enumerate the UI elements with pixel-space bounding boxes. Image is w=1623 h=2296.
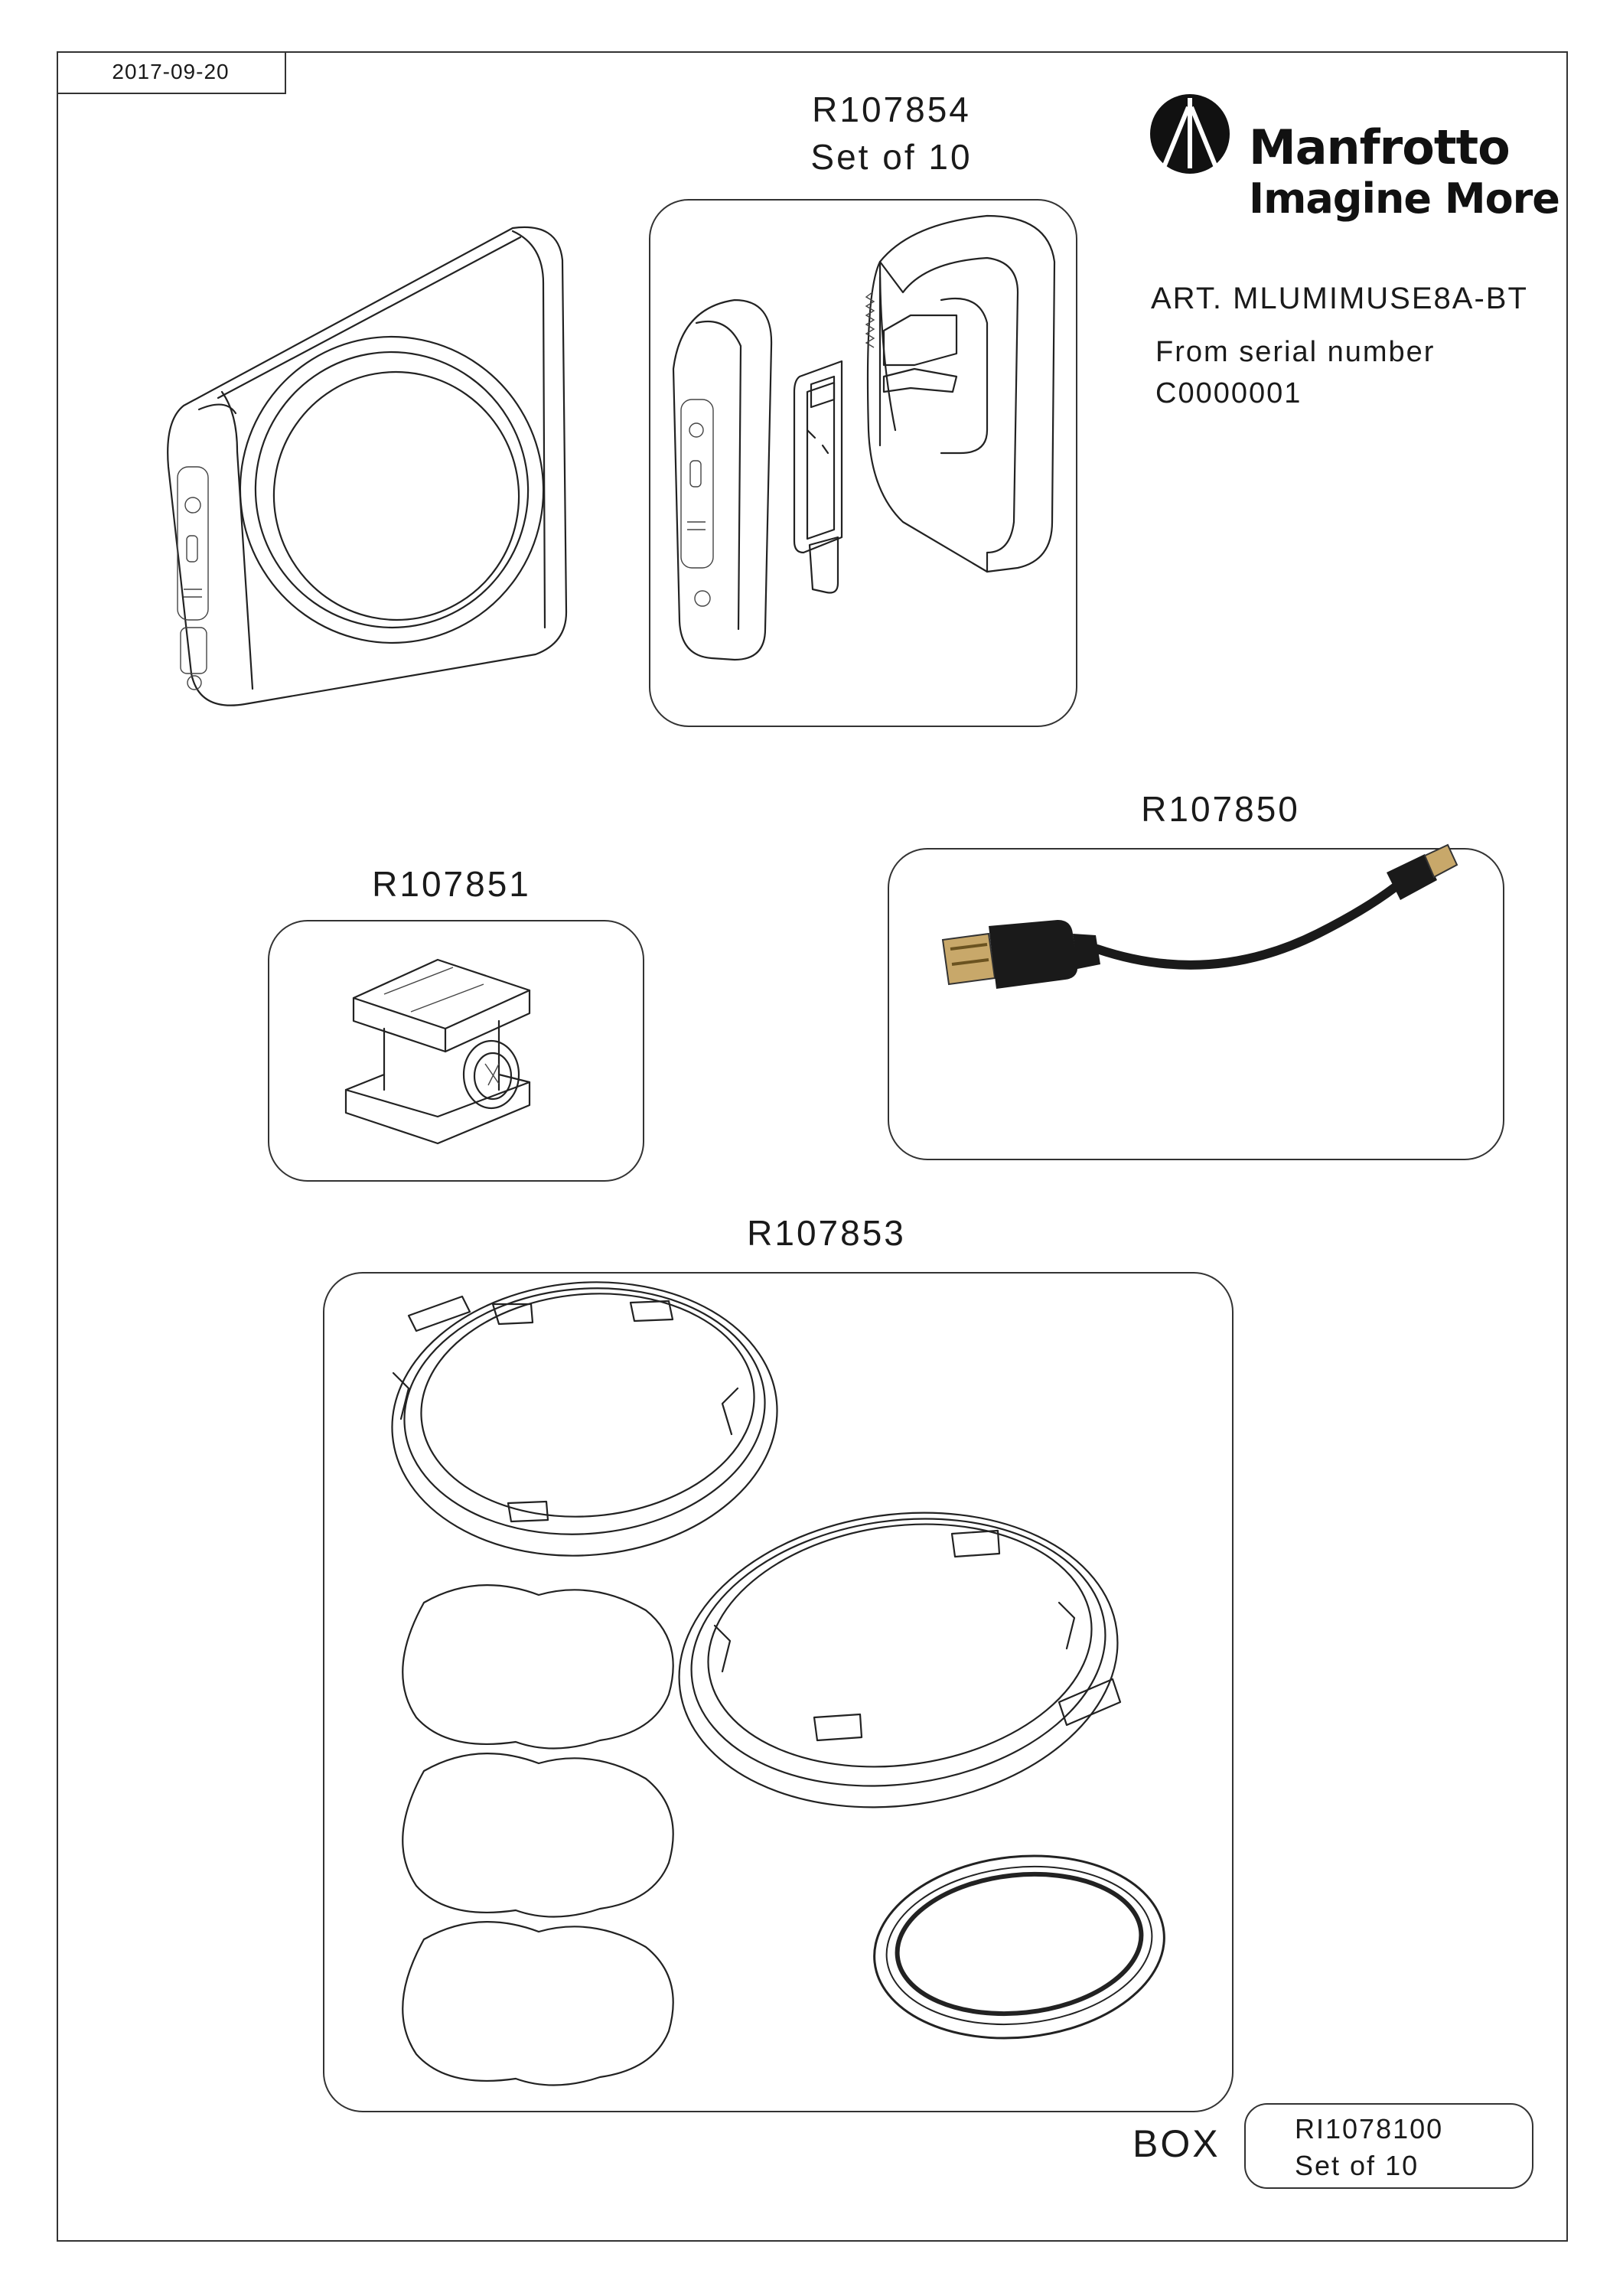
- brand-tagline: Imagine More: [1249, 174, 1559, 223]
- filter-sheet-icon: [402, 1753, 673, 1916]
- diffuser-cap-icon: [380, 1267, 788, 1572]
- battery-door-panel: [649, 199, 1077, 727]
- usb-cable-icon: [889, 850, 1506, 1162]
- box-ref-panel: [1244, 2103, 1533, 2189]
- brand-block: [1148, 90, 1561, 236]
- filter-sheet-icon: [402, 1922, 673, 2085]
- mounting-clip-icon: [269, 921, 646, 1183]
- clip-panel: [268, 920, 644, 1182]
- cable-panel: [888, 848, 1504, 1160]
- article-code: ART. MLUMIMUSE8A-BT: [1151, 282, 1528, 315]
- cable-code: R107850: [1141, 789, 1300, 829]
- lens-ring-icon: [865, 1842, 1174, 2052]
- clip-code: R107851: [372, 864, 531, 904]
- brand-name: Manfrotto: [1249, 119, 1510, 175]
- filter-kit-drawing: [324, 1274, 1235, 2114]
- box-qty: Set of 10: [1295, 2150, 1419, 2181]
- filter-kit-code: R107853: [747, 1213, 906, 1253]
- diffuser-cap-icon: [660, 1486, 1136, 1835]
- battery-door-icon: [650, 201, 1079, 729]
- led-light-unit-icon: [153, 214, 582, 719]
- box-label: BOX: [1133, 2122, 1221, 2165]
- filter-sheet-icon: [402, 1585, 673, 1748]
- battery-door-qty: Set of 10: [810, 137, 973, 177]
- manfrotto-logo-icon: [1148, 92, 1232, 176]
- box-code: RI1078100: [1295, 2113, 1444, 2144]
- serial-line-2: C0000001: [1155, 377, 1302, 409]
- battery-door-label: [796, 86, 987, 181]
- battery-door-code: R107854: [812, 90, 971, 129]
- serial-line-1: From serial number: [1155, 336, 1436, 368]
- filter-kit-panel: [323, 1272, 1234, 2112]
- date-box: 2017-09-20: [57, 51, 286, 94]
